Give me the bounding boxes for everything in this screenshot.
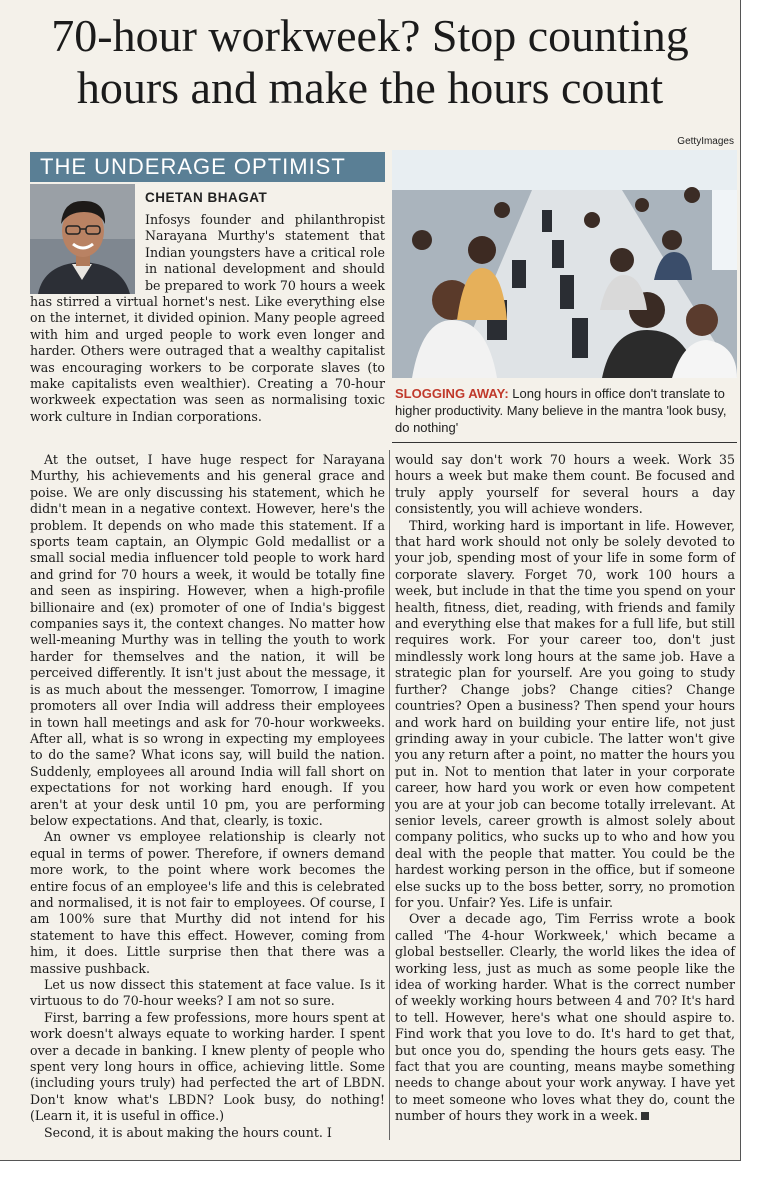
article-column-left [30,452,385,1141]
article-paragraph: Second, it is about making the hours count. I [44,1124,332,1140]
article-paragraph: An owner vs employee relationship is clearly not equal in terms of power. Therefore, if owners demand more work, to the point where work becomes the entire focus of an employee's life and this is celebrated and normalised, it is not fair to employees. Of course, I am 100% sure that Murthy did not intend for his statement to have this effect. However, coming from him, it does. Little surprise then that there was a massive pushback. [30,829,385,976]
article-paragraph-final [395,911,735,1124]
headline: 70-hour workweek? Stop counting hours and make the hours count [51,10,689,113]
column-divider [389,450,390,1140]
article-paragraph: Third, working hard is important in life. However, that hard work should not only be solely devoted to your job, spending most of your life in some form of corporate slavery. Forget 70, work 100 hours a week, but include in that the time you spend on your health, fitness, diet, reading, with friends and family and everything else that makes for a full life, but still requires work. For your career too, don't just mindlessly work long hours at the same job. Have a strategic plan for yourself. Are you going to study further? Change jobs? Change cities? Change countries? Open a business? Then spend your hours and work hard on building your entire life, not just grinding away in your cubicle. The latter won't give you any return after a point, no matter the hours you put in. Not to mention that later in your corporate career, how hard you work or even how competent you are at your job can become totally irrelevant. At senior levels, career growth is almost solely about company politics, who sucks up to who and how you deal with the people that matter. You could be the hardest working person in the office, but if someone else sucks up to the boss better, sorry, no promotion for you. Unfair? Yes. Life is unfair. [395,517,735,910]
office-workers-image-icon [392,150,737,378]
article-paragraph: Let us now dissect this statement at face value. Is it virtuous to do 70-hour weeks? I am not so sure. [30,977,385,1009]
office-photo [392,150,737,378]
column-name-banner: THE UNDERAGE OPTIMIST [30,152,385,182]
article-paragraph: would say don't work 70 hours a week. Work 35 hours a week but make them count. Be focused and truly apply yourself for several hours a day consistently, you will achieve wonders. [395,452,735,517]
article-paragraph: At the outset, I have huge respect for Narayana Murthy, his achievements and his general grace and poise. We are only discussing his statement, which he didn't mean in a negative context. However, here's the problem. It depends on who made this statement. If a sports team captain, an Olympic Gold medallist or a small social media influencer told people to work hard and grind for 70 hours a week, it would be totally fine and seen as inspiring. However, when a high-profile billionaire and (ex) promoter of one of India's biggest companies says it, the context changes. No matter how well-meaning Murthy was in telling the youth to work harder for themselves and the nation, it will be perceived differently. It isn't just about the message, it is as much about the messenger. Tomorrow, I imagine promoters all over India will address their employees in town hall meetings and ask for 70-hour workweeks. After all, what is so wrong in expecting my employees to do the same? What icons say, will build the nation. Suddenly, employees all around India will fall short on expectations for not working hard enough. If you aren't at your desk until 10 pm, you are performing below expectations. And that, clearly, is toxic. [30,452,385,828]
final-paragraph-text: Over a decade ago, Tim Ferriss wrote a book called 'The 4-hour Workweek,' which became a global bestseller. Clearly, the world likes the idea of working less, just as much as some people like the idea of working harder. What is the correct number of weekly working hours between 4 and 70? It's hard to tell. However, here's what one should aspire to. Find work that you love to do. It's hard to get that, but once you do, spending the hours gets easy. The fact that you are counting, means maybe something needs to change about your work anyway. I have yet to meet someone who loves what they do, count the number of hours they work in a week. [395,911,735,1124]
intro-paragraph: Infosys founder and philanthropist Narayana Murthy's statement that Indian youngsters have a critical role in national development and should be prepared to work 70 hours a week has stirred a virtual hornet's nest. Like everything else on the internet, it divided opinion. Many people agreed with him and urged people to work even longer and harder. Others were outraged that a wealthy capitalist was encouraging workers to be corporate slaves (to make capitalists even wealthier). Creating a 70-hour workweek expectation was seen as normalising toxic work culture in Indian corporations. [30,212,385,424]
author-byline: CHETAN BHAGAT [145,190,268,205]
photo-caption [395,385,737,436]
caption-kicker: SLOGGING AWAY: [395,386,509,401]
intro-paragraph-block [30,212,385,425]
end-mark-icon [641,1112,649,1120]
section-rule [392,442,737,443]
article-paragraph: First, barring a few professions, more hours spent at work doesn't always equate to working harder. I spent over a decade in banking. I knew plenty of people who spent very long hours in office, achieving little. Some (including yours truly) had perfected the art of LBDN. Don't know what's LBDN? Look busy, do nothing! (Learn it, it is useful in office.) [30,1009,385,1124]
photo-credit: GettyImages [677,136,734,147]
article-column-right [395,452,735,1125]
caption-text: Long hours in office don't translate to higher productivity. Many believe in the mantra 'look busy, do nothing' [395,386,727,435]
